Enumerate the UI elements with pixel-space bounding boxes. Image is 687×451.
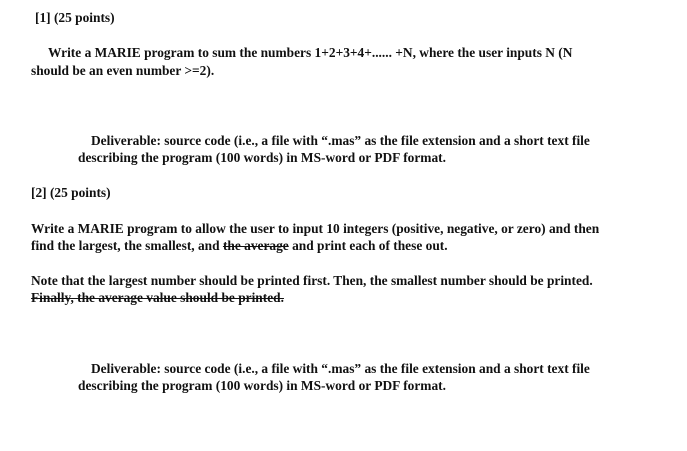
q2-text-line-2-end: and print each of these out.	[288, 238, 448, 253]
q2-note-line-2-struck: Finally, the average value should be printed.	[31, 290, 284, 305]
q2-heading: [2] (25 points)	[31, 185, 111, 200]
q1-text-line-2: should be an even number >=2).	[31, 63, 215, 78]
q1-text-line-1: Write a MARIE program to sum the numbers 1+2+3+4+...... +N, where the user inputs N (N	[48, 45, 573, 60]
q1-deliverable-line-1: Deliverable: source code (i.e., a file with “.mas” as the file extension and a short text file	[91, 133, 590, 148]
q2-text-line-2-start: find the largest, the smallest, and	[31, 238, 223, 253]
q2-deliverable-line-1: Deliverable: source code (i.e., a file with “.mas” as the file extension and a short text file	[91, 361, 590, 376]
q1-deliverable-line-2: describing the program (100 words) in MS-word or PDF format.	[78, 150, 446, 165]
q2-note-line-1: Note that the largest number should be printed first. Then, the smallest number should be printed.	[31, 273, 593, 288]
q2-text-line-1: Write a MARIE program to allow the user to input 10 integers (positive, negative, or zero) and then	[31, 221, 600, 236]
q2-deliverable-line-2: describing the program (100 words) in MS-word or PDF format.	[78, 378, 446, 393]
q2-text-line-2	[31, 237, 448, 254]
q2-struck-average: the average	[222, 238, 289, 253]
q1-heading: [1] (25 points)	[35, 10, 115, 25]
